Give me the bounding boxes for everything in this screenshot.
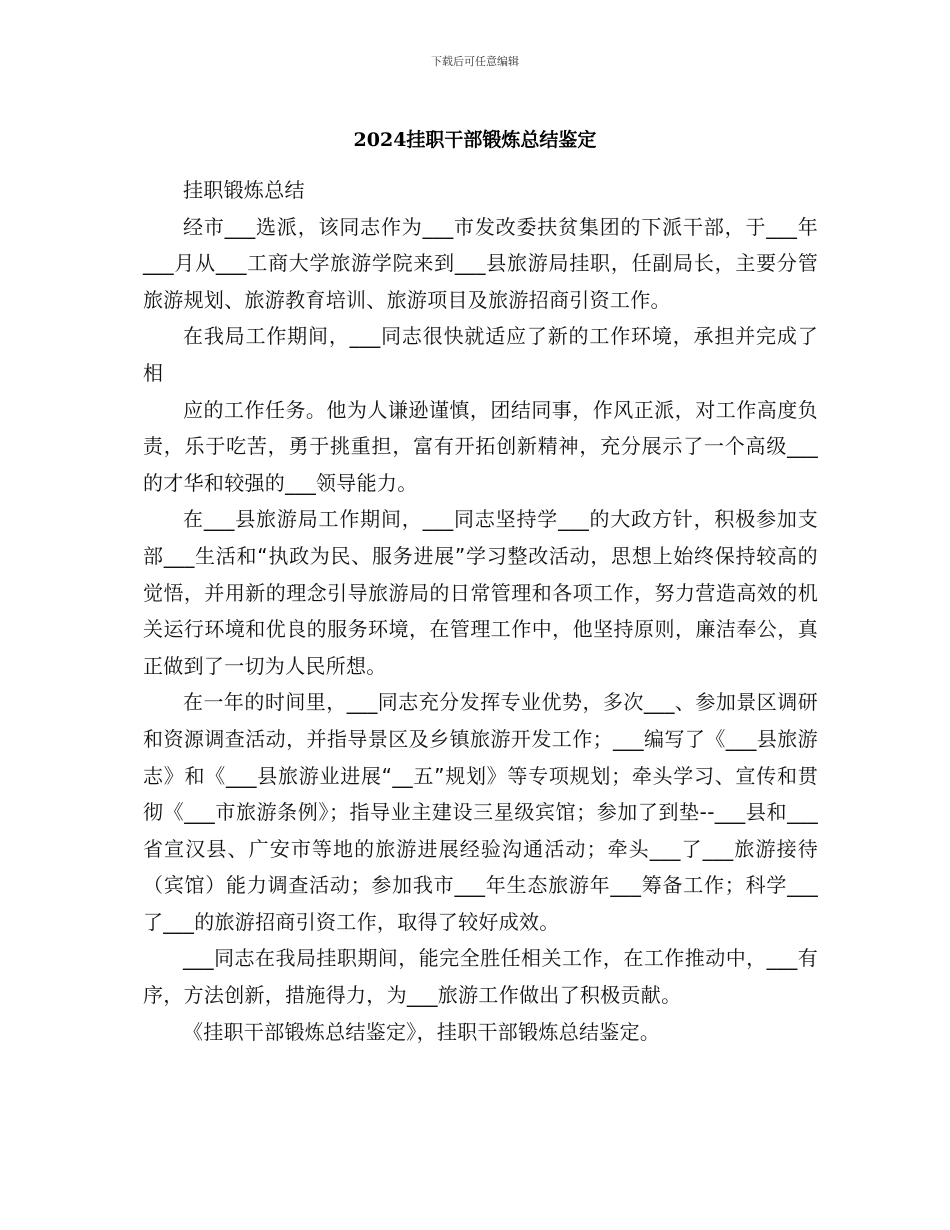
paragraph: 经市___选派，该同志作为___市发改委扶贫集团的下派干部，于___年___月从___工商大学旅游学院来到___县旅游局挂职，任副局长，主要分管旅游规划、旅游教育培训、旅游项目及旅游招商引资工作。 (143, 214, 818, 312)
paragraph: 在一年的时间里，___同志充分发挥专业优势，多次___、参加景区调研和资源调查活动，并指导景区及乡镇旅游开发工作；___编写了《___县旅游志》和《___县旅游业进展“__五”规划》等专项规划；牵头学习、宣传和贯彻《___市旅游条例》；指导业主建设三星级宾馆；参加了到垫--___县和___省宣汉县、广安市等地的旅游进展经验沟通活动；牵头___了___旅游接待（宾馆）能力调查活动；参加我市___年生态旅游年___筹备工作；科学___了___的旅游招商引资工作，取得了较好成效。 (143, 690, 818, 934)
document-body (143, 172, 818, 1050)
paragraph: 在我局工作期间，___同志很快就适应了新的工作环境，承担并完成了相 (143, 324, 818, 385)
paragraph-subtitle: 挂职锻炼总结 (183, 178, 305, 202)
paragraph: ___同志在我局挂职期间，能完全胜任相关工作，在工作推动中，___有序，方法创新，措施得力，为___旅游工作做出了积极贡献。 (143, 946, 818, 1008)
paragraph: 在___县旅游局工作期间，___同志坚持学___的大政方针，积极参加支部___生活和“执政为民、服务进展”学习整改活动，思想上始终保持较高的觉悟，并用新的理念引导旅游局的日常管理和各项工作，努力营造高效的机关运行环境和优良的服务环境，在管理工作中，他坚持原则，廉洁奉公，真正做到了一切为人民所想。 (143, 507, 818, 678)
paragraph: 《挂职干部锻炼总结鉴定》，挂职干部锻炼总结鉴定。 (183, 1019, 661, 1044)
paragraph: 应的工作任务。他为人谦逊谨慎，团结同事，作风正派，对工作高度负责，乐于吃苦，勇于挑重担，富有开拓创新精神，充分展示了一个高级___的才华和较强的___领导能力。 (143, 397, 818, 495)
document-title: 2024挂职干部锻炼总结鉴定 (353, 129, 597, 151)
header-note: 下载后可任意编辑 (431, 55, 519, 68)
